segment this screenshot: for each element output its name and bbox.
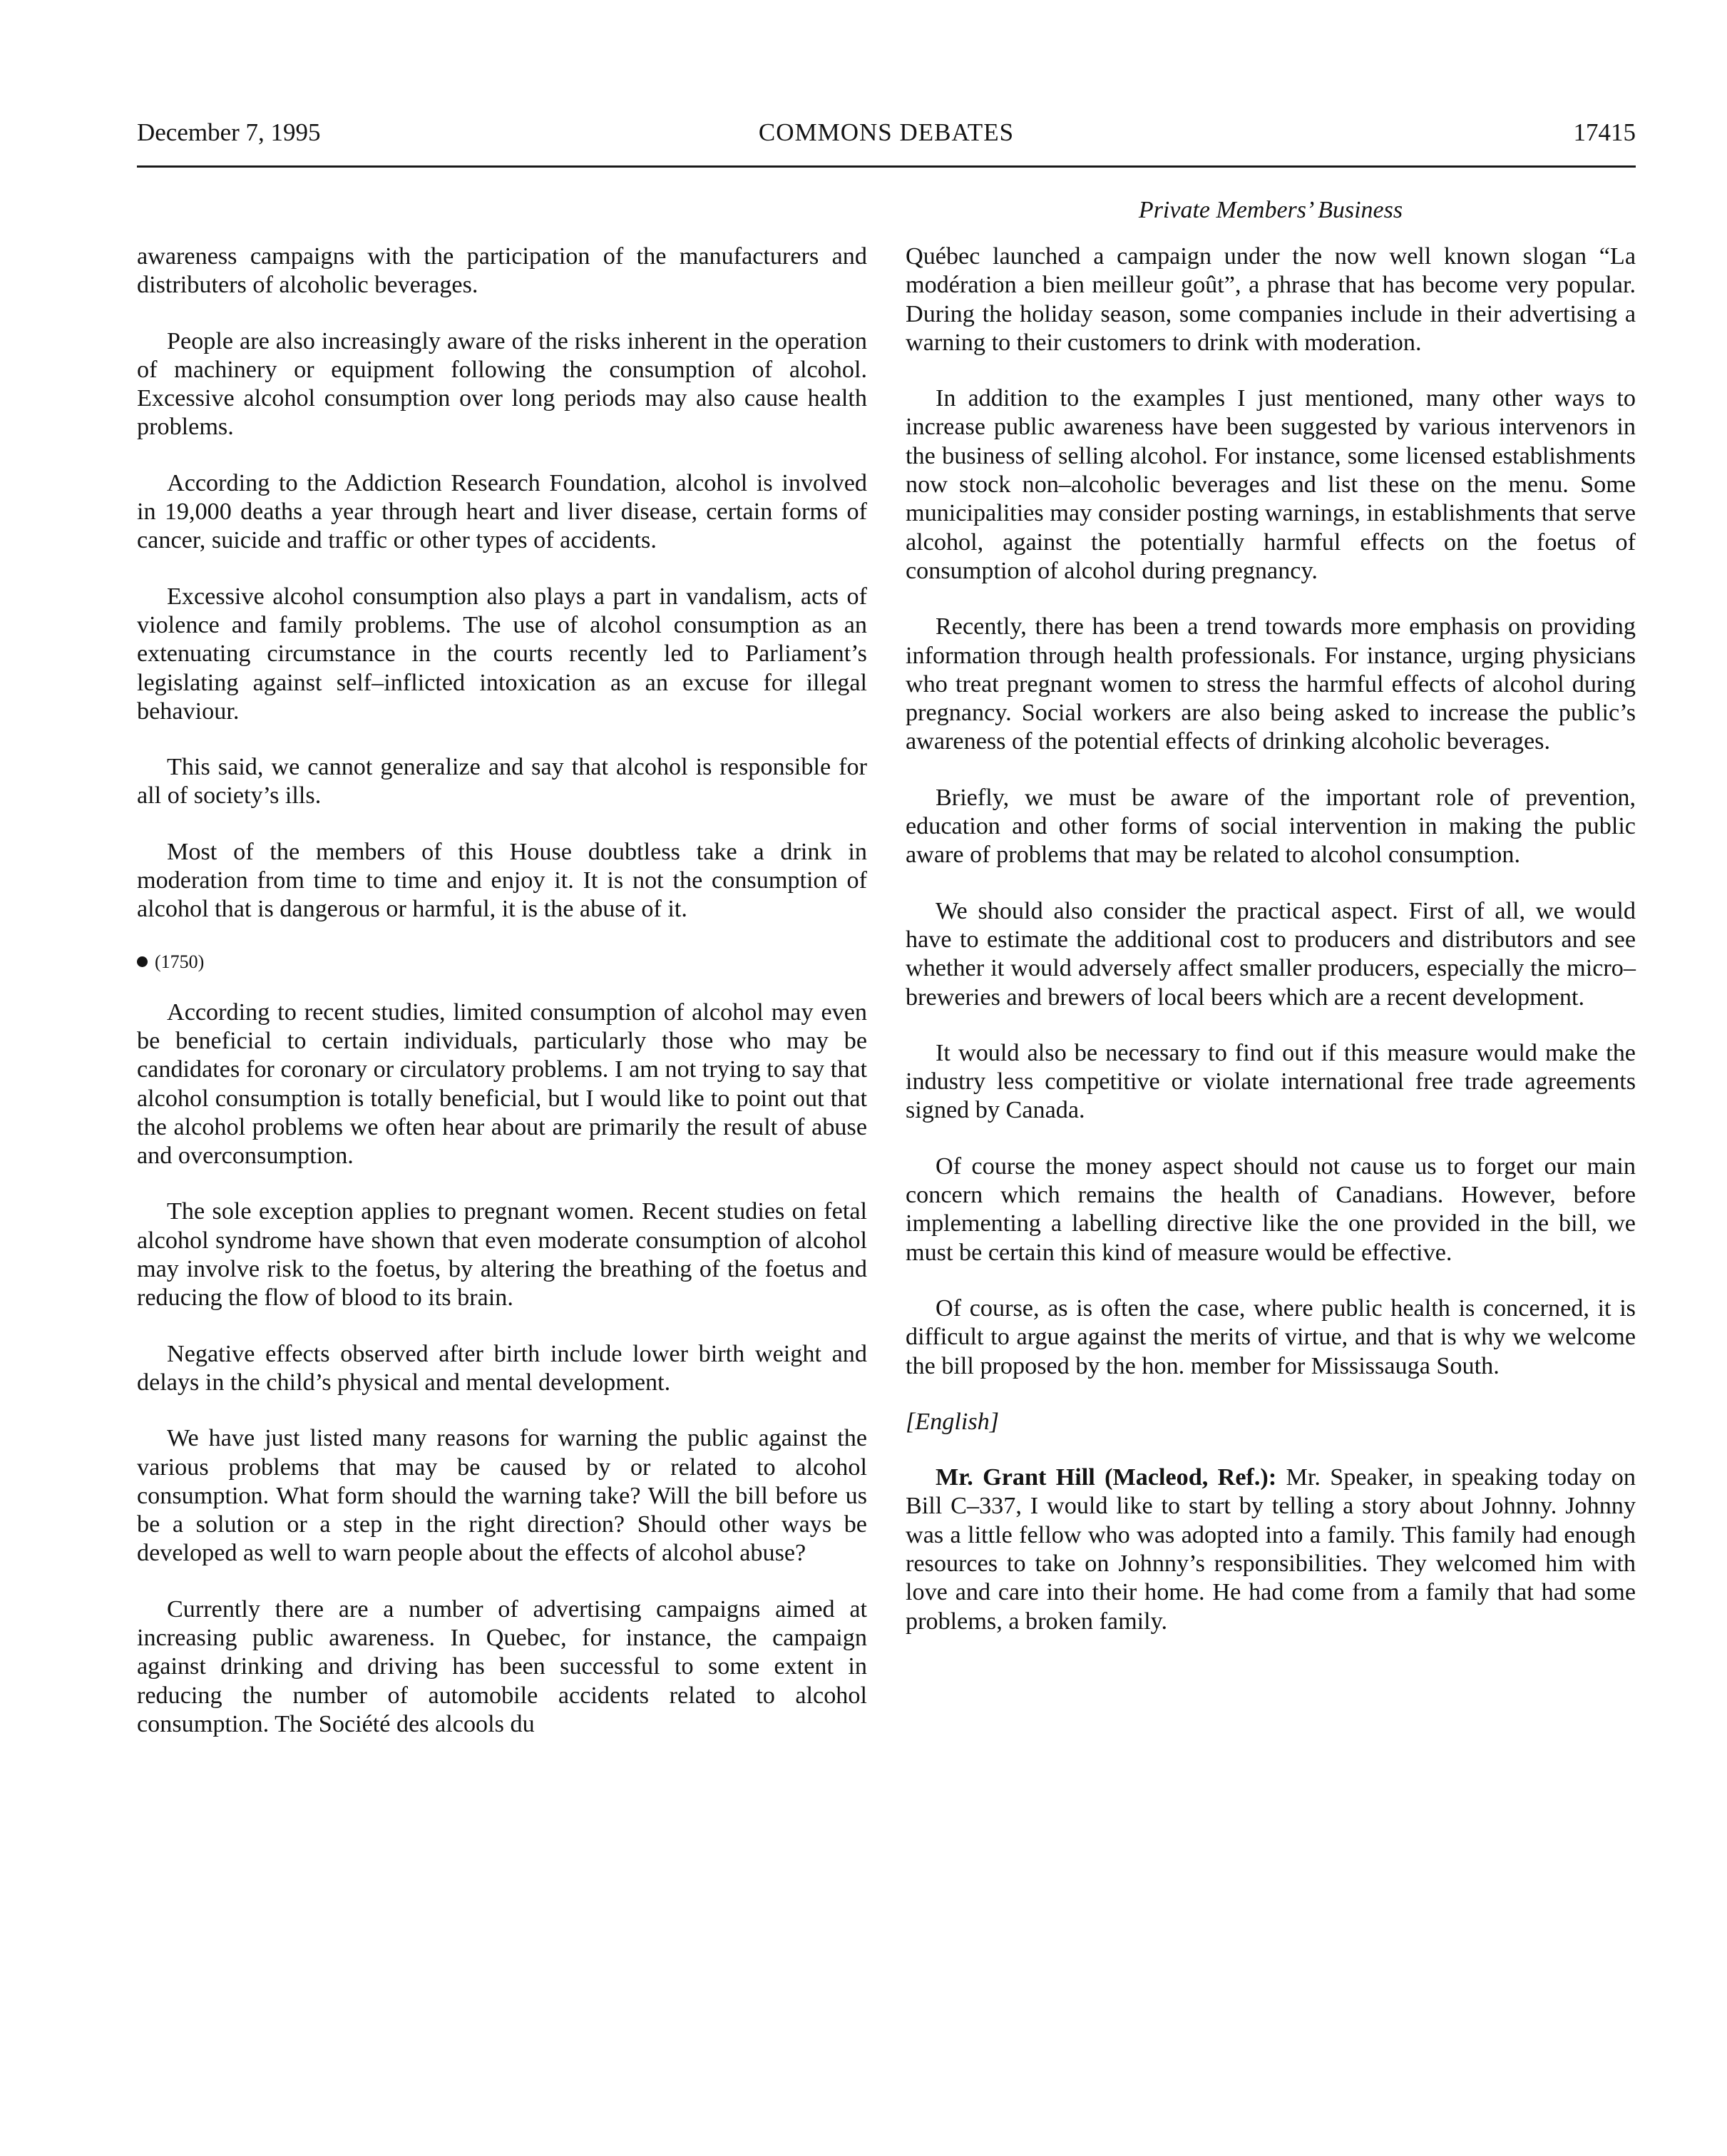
paragraph: Briefly, we must be aware of the important role of prevention, education and other forms of social intervention in making the public aware of problems that may be related to alcohol consumption. xyxy=(906,784,1636,869)
header-page-number: 17415 xyxy=(1573,118,1636,146)
speaker-name: Mr. Grant Hill (Macleod, Ref.): xyxy=(936,1464,1277,1491)
section-heading: Private Members’ Business xyxy=(1138,197,1403,223)
paragraph: It would also be necessary to find out if this measure would make the industry less competitive or violate international free trade agreements signed by Canada. xyxy=(906,1039,1636,1124)
paragraph: We should also consider the practical aspect. First of all, we would have to estimate the additional cost to producers and distributors and see whether it would adversely affect smaller producers, especially the micro–breweries and brewers of local beers which are a recent development. xyxy=(906,897,1636,1011)
bullet-icon xyxy=(137,956,148,967)
time-marker-text: (1750) xyxy=(155,951,205,972)
speech-text: Mr. Speaker, in speaking today on Bill C–337, I would like to start by telling a story about Johnny. Johnny was a little fellow who was adopted into a family. This family had enough resources to take on Johnny’s responsibilities. They welcomed him with love and care into their home. He had come from a family that had some problems, a broken family. xyxy=(906,1464,1636,1635)
paragraph: People are also increasingly aware of the risks inherent in the operation of machinery or equipment following the consumption of alcohol. Excessive alcohol consumption over long periods may also cause health problems. xyxy=(137,327,867,441)
header-date: December 7, 1995 xyxy=(137,118,321,146)
paragraph: Currently there are a number of advertising campaigns aimed at increasing public awareness. In Quebec, for instance, the campaign against drinking and driving has been successful to some extent in reducing the number of automobile accidents related to alcohol consumption. The Société des alcools du xyxy=(137,1595,867,1737)
paragraph: Québec launched a campaign under the now well known slogan “La modération a bien meilleur goût”, a phrase that has become very popular. During the holiday season, some companies include in their advertising a warning to their customers to drink with moderation. xyxy=(906,243,1636,356)
paragraph: Excessive alcohol consumption also plays a part in vandalism, acts of violence and family problems. The use of alcohol consumption as an extenuating circumstance in the courts recently led to Parliament’s legislating against self–inflicted intoxication as an excuse for illegal behaviour. xyxy=(137,583,867,725)
language-marker: [English] xyxy=(906,1408,1000,1435)
paragraph: Of course the money aspect should not cause us to forget our main concern which remains the health of Canadians. However, before implementing a labelling directive like the one provided in the bill, we must be certain this kind of measure would be effective. xyxy=(906,1153,1636,1266)
paragraph: Most of the members of this House doubtless take a drink in moderation from time to time and enjoy it. It is not the consumption of alcohol that is dangerous or harmful, it is the abuse of it. xyxy=(137,838,867,923)
paragraph: We have just listed many reasons for warning the public against the various problems that may be caused by or related to alcohol consumption. What form should the warning take? Will the bill before us be a solution or a step in the right direction? Should other ways be developed as well to warn people about the effects of alcohol abuse? xyxy=(137,1425,867,1567)
page-header xyxy=(137,118,1636,157)
header-rule xyxy=(137,165,1636,168)
header-title: COMMONS DEBATES xyxy=(758,118,1015,146)
time-marker xyxy=(137,951,867,973)
right-column xyxy=(906,242,1636,1663)
paragraph: Recently, there has been a trend towards more emphasis on providing information through health professionals. For instance, urging physicians who treat pregnant women to stress the harmful effects of alcohol during pregnancy. Social workers are also being asked to increase the public’s awareness of the potential effects of drinking alcoholic beverages. xyxy=(906,613,1636,755)
speaker-paragraph xyxy=(906,1463,1636,1636)
paragraph: Of course, as is often the case, where public health is concerned, it is difficult to argue against the merits of virtue, and that is why we welcome the bill proposed by the hon. member for Mississauga South. xyxy=(906,1294,1636,1379)
paragraph: According to recent studies, limited consumption of alcohol may even be beneficial to certain individuals, particularly those who may be candidates for coronary or circulatory problems. I am not trying to say that alcohol consumption is totally beneficial, but I would like to point out that the alcohol problems we often hear about are primarily the result of abuse and overconsumption. xyxy=(137,998,867,1170)
paragraph: This said, we cannot generalize and say that alcohol is responsible for all of society’s ills. xyxy=(137,754,867,809)
paragraph: The sole exception applies to pregnant women. Recent studies on fetal alcohol syndrome have shown that even moderate consumption of alcohol may involve risk to the foetus, by altering the breathing of the foetus and reducing the flow of blood to its brain. xyxy=(137,1198,867,1312)
paragraph: According to the Addiction Research Foundation, alcohol is involved in 19,000 deaths a year through heart and liver disease, certain forms of cancer, suicide and traffic or other types of accidents. xyxy=(137,469,867,554)
paragraph: In addition to the examples I just mentioned, many other ways to increase public awareness have been suggested by various intervenors in the business of selling alcohol. For instance, some licensed establishments now stock non–alcoholic beverages and list these on the menu. Some municipalities may consider posting warnings, in establishments that serve alcohol, against the potentially harmful effects on the foetus of consumption of alcohol during pregnancy. xyxy=(906,385,1636,584)
left-column xyxy=(137,242,867,1766)
paragraph: awareness campaigns with the participation of the manufacturers and distributers of alcoholic beverages. xyxy=(137,243,867,299)
paragraph: Negative effects observed after birth include lower birth weight and delays in the child’s physical and mental development. xyxy=(137,1340,867,1396)
